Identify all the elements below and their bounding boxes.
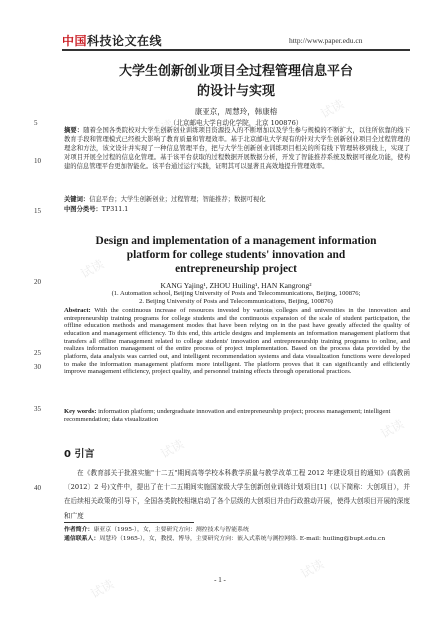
clc-text: TP311.1	[101, 206, 129, 213]
masthead	[0, 0, 440, 58]
watermark: 试读	[258, 296, 287, 321]
chinese-title-line1: 大学生创新创业项目全过程管理信息平台	[118, 64, 353, 79]
logo-part1: 中国	[62, 34, 88, 48]
chinese-title-line2: 的设计与实现	[196, 84, 275, 99]
chinese-abstract	[64, 127, 410, 172]
english-affiliation-line1: (1. Automation school, Beijing University of Posts and Telecommunications, Beijing, 100876;	[111, 290, 361, 297]
line-number: 35	[34, 405, 41, 413]
english-abstract-text: With the continuous increase of resources invested by various colleges and universities in the innovation and entrepreneurship training programs for college students and the continuous expansion of the scale of student participation, the offline education methods and management modes that have been relying on in the past have greatly affected the quality of education and management efficiency. To this end, this article designs and implements an information management platform that transfers all offline management related to college students' innovation and entrepreneurship training programs to online, and realizes information management of the entire process of project implementation. Based on the process data provided by the platform, data analysis was carried out, and intelligent recommendation systems and data visualization functions were developed to make the information management platform more intelligent. The platform proves that it can significantly and efficiently improve management efficiency, project quality, and personnel training effects through operational practices.	[64, 307, 410, 376]
footnote-intro-label: 作者简介：	[64, 527, 94, 533]
line-number: 40	[34, 484, 41, 492]
chinese-affiliation: （北京邮电大学自动化学院，北京 100876）	[169, 119, 303, 127]
watermark: 试读	[298, 556, 327, 581]
footnote-author-intro	[64, 526, 410, 535]
footnote-rule	[64, 522, 194, 523]
english-keywords	[64, 408, 410, 423]
page-number: - 1 -	[214, 576, 226, 584]
watermark: 试读	[378, 416, 407, 441]
english-keywords-text: information platform; undergraduate innovation and entrepreneurship project; process management; intelligent recommendation; data visualization	[64, 408, 391, 423]
english-abstract	[64, 307, 410, 376]
english-keywords-label: Key words:	[64, 408, 97, 415]
section-heading: 0 引言	[64, 449, 95, 460]
abstract-label: 摘要：	[64, 127, 84, 134]
english-title-line3: entrepreneurship project	[175, 263, 297, 275]
chinese-keywords	[64, 196, 410, 205]
footnote-corr-text: 周慧玲（1965-），女，教授、博导，主要研究方向：嵌入式系统与测控网络. E-mail: huiling@bupt.edu.cn	[99, 536, 386, 542]
english-title-line1: Design and implementation of a management information	[95, 235, 377, 247]
header-rule	[62, 49, 410, 51]
english-authors: KANG Yajing¹, ZHOU Huiling¹, HAN Kangrong²	[160, 281, 312, 290]
logo-part2: 科技论文在线	[87, 34, 163, 48]
footnote-corr-label: 通信联系人：	[64, 536, 100, 542]
english-abstract-label: Abstract:	[64, 307, 91, 314]
footnote-intro-text: 康亚京（1995-），女，主要研究方向：测控技术与智能系统	[93, 527, 249, 533]
footnote-corresponding	[64, 535, 410, 544]
clc-label: 中图分类号：	[64, 206, 102, 213]
watermark: 试读	[158, 436, 187, 461]
watermark: 试读	[78, 256, 107, 281]
journal-logo	[62, 32, 162, 49]
line-number: 25	[34, 349, 41, 357]
watermark: 试读	[88, 576, 117, 601]
line-number: 10	[34, 157, 41, 165]
line-number: 5	[34, 119, 38, 127]
watermark: 试读	[148, 116, 177, 141]
english-title-line2: platform for college students' innovation and	[126, 249, 346, 261]
introduction-body: 在《教育部关于批准实施"十二五"期间高等学校本科教学质量与教学改革工程 2012 年建设项目的通知》(高教函〔2012〕2 号)文件中，提出了在十二五期间实施国家级大学生创新创业训练计划项目[1]（以下简称：大创项目），并在后续相关政策的引导下，全国各类院校相继启动了各个层级的大创项目并由行政推动开展，使得大创项目开展的深度和广度	[64, 469, 410, 520]
line-number: 20	[34, 278, 41, 286]
journal-url[interactable]: http://www.paper.edu.cn	[289, 36, 363, 45]
line-number: 15	[34, 207, 41, 215]
keywords-label: 关键词：	[64, 196, 90, 203]
abstract-text: 随着全国各类院校对大学生创新创业训练项目资源投入的不断增加以及学生参与规模的不断扩大，以往所依靠的线下教育手段和管理模式已经极大影响了教育质量和管理效率。基于北京邮电大学现有的针对大学生创新创业项目全过程管理的理念和方法，该文设计并实现了一种信息管理平台，把与大学生创新创业训练项目相关的所有线下管理转移到线上，实现了对项目开展全过程的信息化管理。基于该平台获取的过程数据开展数据分析，开发了智能推荐系统及数据可视化功能，使构建的信息管理平台更加智能化。该平台通过运行实践，证明其可以显著且高效地提升管理效率。	[64, 127, 411, 170]
keywords-text: 信息平台；大学生创新创业；过程管理；智能推荐；数据可视化	[89, 196, 266, 203]
chinese-authors: 康亚京，周慧玲，韩康榕	[194, 107, 278, 116]
english-affiliation-line2: 2. Beijing University of Posts and Telecommunications, Beijing, 100876)	[139, 298, 333, 305]
line-number: 30	[34, 363, 41, 371]
watermark: 试读	[318, 96, 347, 121]
clc-number	[64, 206, 410, 215]
